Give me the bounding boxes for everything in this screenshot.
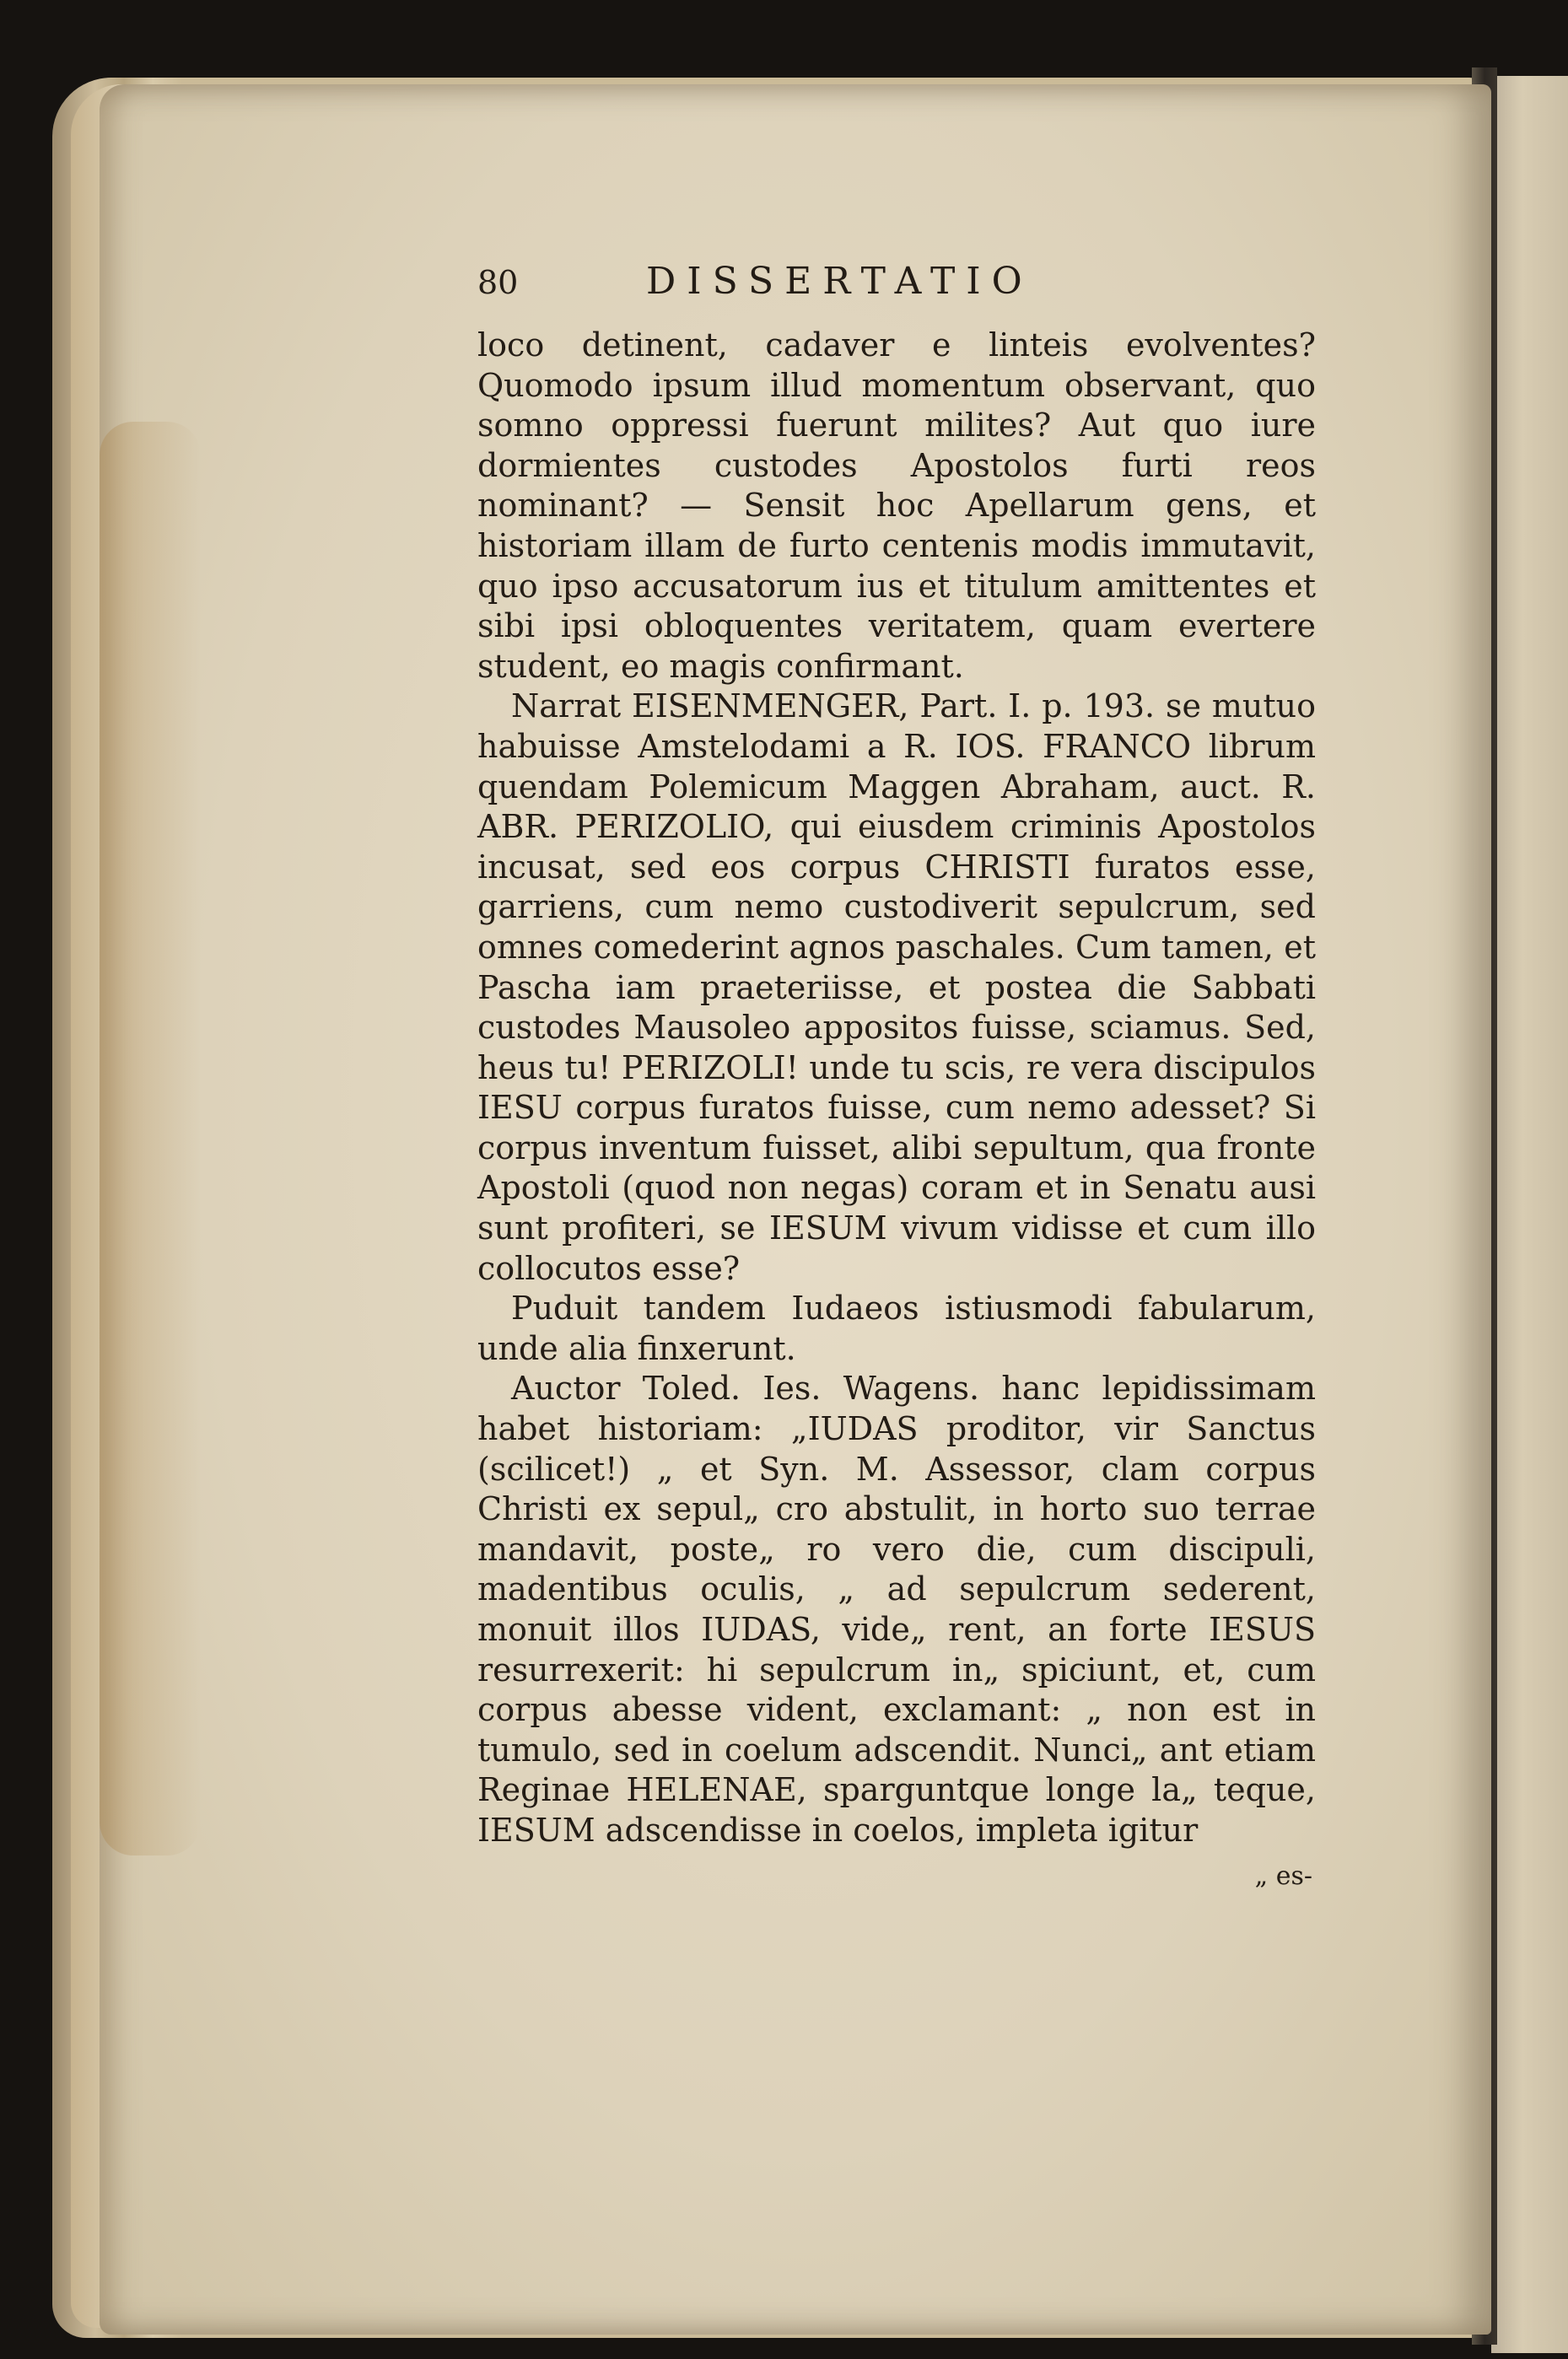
page-header [477,261,1316,309]
page-number: 80 [477,264,519,301]
paragraph: Puduit tandem Iudaeos istiusmodi fabularum, unde alia finxerunt. [477,1290,1316,1367]
paragraph: loco detinent, cadaver e linteis evolventes? Quomodo ipsum illud momentum observant, quo somno oppressi fuerunt milites? Aut quo iure dormientes custodes Apostolos furti reos nominant? — Sensit hoc Apellarum gens, et historiam illam de furto centenis modis immutavit, quo ipso accusatorum ius et titulum amittentes et sibi ipsi obloquentes veritatem, quam evertere student, eo magis confirmant. [477,326,1316,685]
facing-page-edge [1491,76,1568,2353]
paragraph: Narrat EISENMENGER, Part. I. p. 193. se mutuo habuisse Amstelodami a R. IOS. FRANCO librum quendam Polemicum Maggen Abraham, auct. R. ABR. PERIZOLIO, qui eiusdem criminis Apostolos incusat, sed eos corpus CHRISTI furatos esse, garriens, cum nemo custodiverit sepulcrum, sed omnes comederint agnos paschales. Cum tamen, et Pascha iam praeteriisse, et postea die Sabbati custodes Mausoleo appositos fuisse, sciamus. Sed, heus tu! PERIZOLI! unde tu scis, re vera discipulos IESU corpus furatos fuisse, cum nemo adesset? Si corpus inventum fuisset, alibi sepultum, qua fronte Apostoli (quod non negas) coram et in Senatu ausi sunt profiteri, se IESUM vivum vidisse et cum illo collocutos esse? [477,687,1316,1287]
page-text [477,261,1316,1896]
catchword: „ es- [1254,1861,1312,1891]
paragraph: Auctor Toled. Ies. Wagens. hanc lepidissimam habet historiam: „IUDAS proditor, vir Sanctus (scilicet!) „ et Syn. M. Assessor, clam corpus Christi ex sepul„ cro abstulit, in horto suo terrae mandavit, poste„ ro vero die, cum discipuli, madentibus oculis, „ ad sepulcrum sederent, monuit illos IUDAS, vide„ rent, an forte IESUS resurrexerit: hi sepulcrum in„ spiciunt, et, cum corpus abesse vident, exclamant: „ non est in tumulo, sed in coelum adscendit. Nunci„ ant etiam Reginae HELENAE, sparguntque longe la„ teque, IESUM adscendisse in coelos, impleta igitur [477,1370,1316,1849]
page-stain [100,422,201,1855]
running-title: DISSERTATIO [646,260,1033,303]
